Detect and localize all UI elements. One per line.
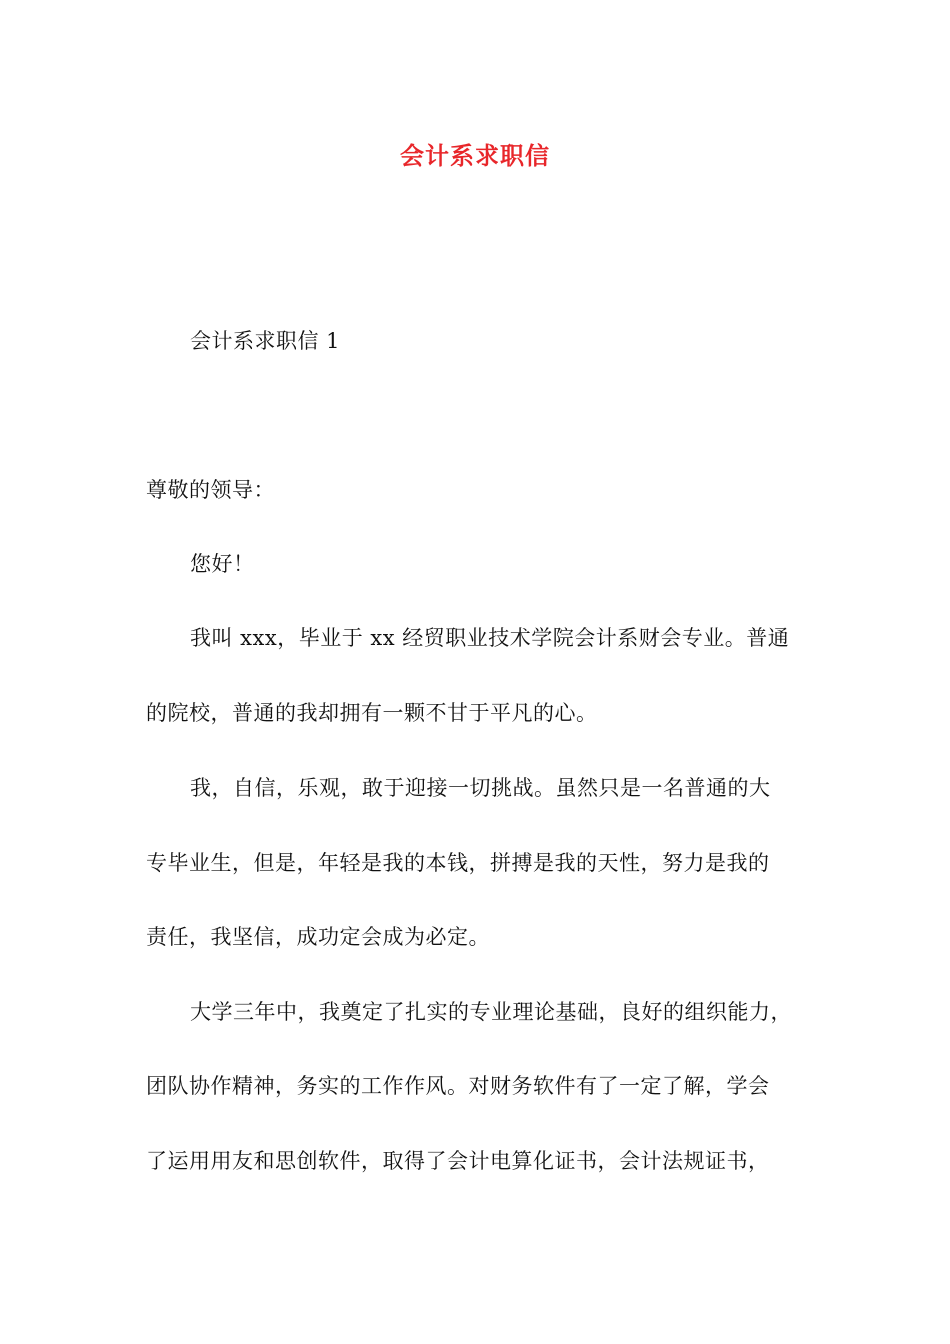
paragraph-line: 大学三年中，我奠定了扎实的专业理论基础，良好的组织能力， [190, 1000, 792, 1024]
document-title: 会计系求职信 [400, 142, 550, 170]
paragraph-line: 团队协作精神，务实的工作作风。对财务软件有了一定了解，学会 [146, 1074, 770, 1098]
paragraph-line: 责任，我坚信，成功定会成为必定。 [146, 925, 490, 949]
greeting: 您好！ [190, 552, 255, 576]
section-heading: 会计系求职信 1 [190, 329, 341, 353]
paragraph-line: 的院校，普通的我却拥有一颗不甘于平凡的心。 [146, 701, 598, 725]
paragraph-line: 专毕业生，但是，年轻是我的本钱，拼搏是我的天性，努力是我的 [146, 851, 770, 875]
paragraph-line: 我叫 xxx，毕业于 xx 经贸职业技术学院会计系财会专业。普通 [190, 626, 790, 650]
paragraph-line: 了运用用友和思创软件，取得了会计电算化证书，会计法规证书， [146, 1149, 770, 1173]
salutation: 尊敬的领导： [146, 478, 275, 502]
paragraph-line: 我，自信，乐观，敢于迎接一切挑战。虽然只是一名普通的大 [190, 776, 771, 800]
